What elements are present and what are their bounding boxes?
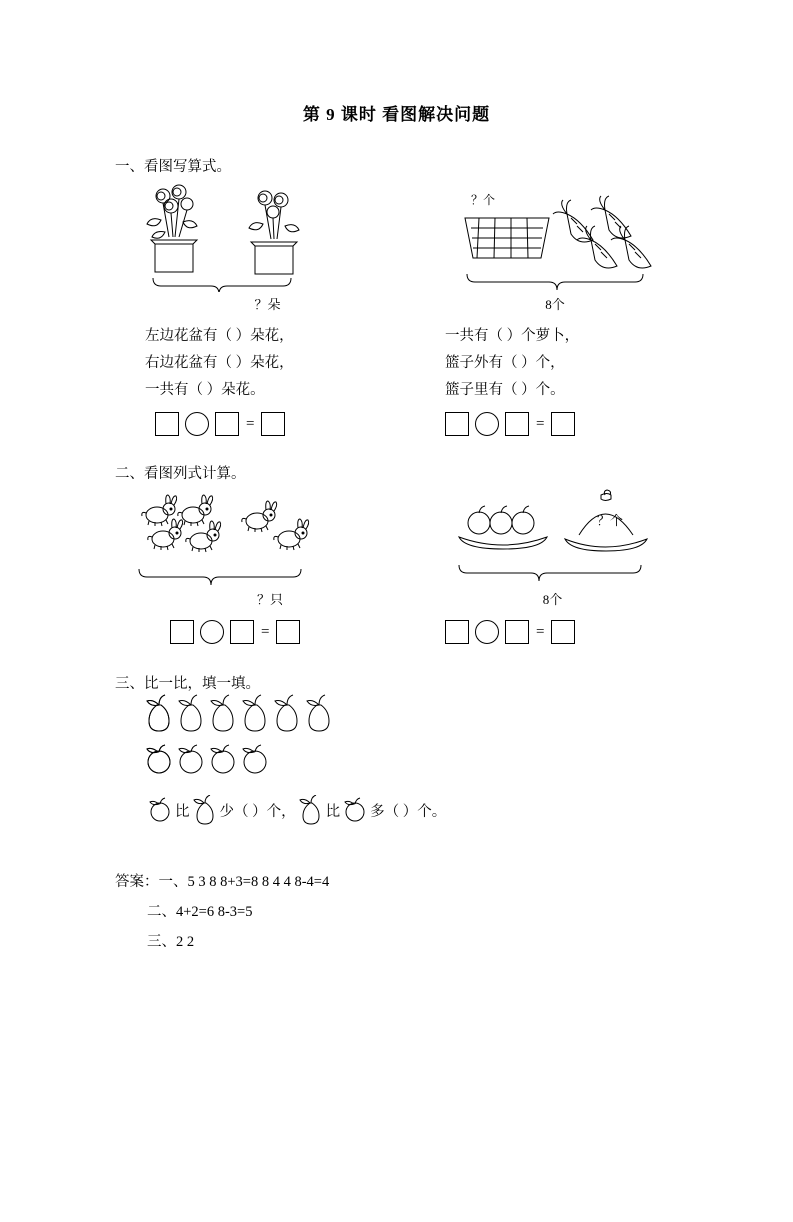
question-line: 篮子外有（ ）个， [445, 355, 565, 371]
equals-sign: = [246, 415, 255, 432]
answer-box[interactable] [261, 412, 285, 436]
answers-line-2: 二、4+2=6 8-3=5 [147, 904, 253, 920]
equation-row-1b [445, 412, 745, 436]
question-line: 一共有（ ）朵花。 [145, 382, 265, 398]
svg-text:？个: ？个 [471, 193, 496, 207]
section-3-sentence [145, 795, 793, 825]
section-1-right [445, 182, 745, 436]
equals-sign: = [261, 623, 270, 640]
answer-box[interactable] [505, 412, 529, 436]
section-1-body [0, 182, 793, 436]
page-title: 第 9 课时 看图解决问题 [302, 105, 491, 124]
rabbits-figure [115, 489, 445, 589]
section-2-left-brace-caption: ？只 [256, 592, 283, 607]
compare-word-2: 比 [325, 803, 341, 820]
question-line: 一共有（ ）个萝卜， [445, 328, 580, 344]
pears-row [145, 693, 793, 742]
pear-icon [296, 795, 326, 825]
answers-line-3: 三、2 2 [147, 934, 195, 950]
section-2-heading: 二、看图列式计算。 [115, 466, 246, 482]
flowerpots-figure [115, 182, 445, 292]
question-line: 右边花盆有（ ）朵花， [145, 355, 294, 371]
answers-label: 答案： [115, 874, 159, 890]
question-line: 左边花盆有（ ）朵花， [145, 328, 294, 344]
answers-block [115, 867, 793, 957]
section-1-left-lines [115, 323, 445, 404]
section-2-right [445, 489, 745, 644]
answer-box[interactable] [445, 620, 469, 644]
compare-text-2: 多（ ）个。 [370, 803, 447, 820]
equation-row-2b [445, 620, 745, 644]
operator-circle[interactable] [475, 412, 499, 436]
answer-box[interactable] [445, 412, 469, 436]
compare-text-1: 少（ ）个， [219, 803, 296, 820]
equation-row-1a [115, 412, 445, 436]
question-line: 篮子里有（ ）个。 [445, 382, 565, 398]
operator-circle[interactable] [200, 620, 224, 644]
answer-box[interactable] [230, 620, 254, 644]
section-1-right-brace-caption: 8个 [545, 297, 565, 312]
section-2-body [0, 489, 793, 644]
operator-circle[interactable] [475, 620, 499, 644]
answer-box[interactable] [155, 412, 179, 436]
answer-box[interactable] [170, 620, 194, 644]
apple-icon [340, 797, 370, 823]
equation-row-2a [115, 620, 445, 644]
equals-sign: = [536, 415, 545, 432]
answers-line-1 [115, 867, 793, 897]
answer-box[interactable] [215, 412, 239, 436]
section-1-left-brace-caption: ？朵 [254, 297, 281, 312]
answers-text-1: 一、5 3 8 8+3=8 8 4 4 8-4=4 [158, 874, 330, 890]
apple-icon [145, 797, 175, 823]
answer-box[interactable] [551, 412, 575, 436]
operator-circle[interactable] [185, 412, 209, 436]
worksheet-page [0, 100, 793, 1222]
answer-box[interactable] [551, 620, 575, 644]
equals-sign: = [536, 623, 545, 640]
answer-box[interactable] [276, 620, 300, 644]
apples-row [145, 744, 793, 783]
section-1-heading: 一、看图写算式。 [115, 159, 231, 175]
section-1-right-lines [445, 323, 745, 404]
compare-word-1: 比 [175, 803, 190, 820]
section-2-left [115, 489, 445, 644]
basket-carrots-figure [445, 182, 745, 292]
apples-plates-figure [445, 489, 745, 589]
section-3-heading: 三、比一比，填一填。 [115, 676, 260, 692]
answer-box[interactable] [505, 620, 529, 644]
pear-icon [190, 795, 220, 825]
svg-text:？个: ？个 [597, 513, 624, 528]
section-2-right-brace-caption: 8个 [542, 592, 563, 607]
